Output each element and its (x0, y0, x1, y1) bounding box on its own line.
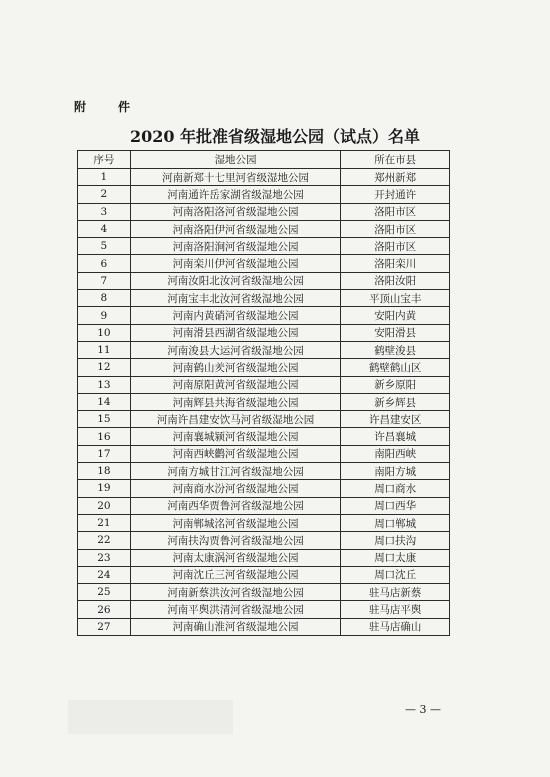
scan-smudge (68, 700, 233, 734)
cell-location: 开封通许 (341, 186, 450, 203)
cell-index: 20 (78, 497, 131, 514)
table-row (78, 497, 450, 514)
table-row (78, 255, 450, 272)
table-row (78, 584, 450, 601)
cell-park-name: 河南西华贾鲁河省级湿地公园 (130, 497, 341, 514)
cell-index: 27 (78, 618, 131, 635)
table-row (78, 272, 450, 289)
cell-location: 洛阳市区 (341, 203, 450, 220)
cell-park-name: 河南滑县西湖省级湿地公园 (130, 324, 341, 341)
table-row (78, 463, 450, 480)
table-row (78, 549, 450, 566)
cell-location: 南阳西峡 (341, 445, 450, 462)
table-row (78, 428, 450, 445)
cell-location: 周口西华 (341, 497, 450, 514)
cell-park-name: 河南许昌建安饮马河省级湿地公园 (130, 411, 341, 428)
cell-park-name: 河南汝阳北汝河省级湿地公园 (130, 272, 341, 289)
cell-location: 驻马店平舆 (341, 601, 450, 618)
cell-location: 安阳滑县 (341, 324, 450, 341)
cell-index: 1 (78, 169, 131, 186)
cell-index: 25 (78, 584, 131, 601)
cell-location: 平顶山宝丰 (341, 290, 450, 307)
cell-index: 26 (78, 601, 131, 618)
cell-location: 许昌襄城 (341, 428, 450, 445)
cell-location: 周口郸城 (341, 514, 450, 531)
cell-park-name: 河南洛阳伊河省级湿地公园 (130, 220, 341, 237)
cell-park-name: 河南栾川伊河省级湿地公园 (130, 255, 341, 272)
cell-park-name: 河南通许岳家湖省级湿地公园 (130, 186, 341, 203)
cell-park-name: 河南辉县共海省级湿地公园 (130, 393, 341, 410)
header-index: 序号 (78, 151, 131, 169)
cell-park-name: 河南沈丘三河省级湿地公园 (130, 566, 341, 583)
table-row (78, 307, 450, 324)
cell-park-name: 河南浚县大运河省级湿地公园 (130, 341, 341, 358)
table-row (78, 532, 450, 549)
cell-index: 12 (78, 359, 131, 376)
table-row (78, 393, 450, 410)
table-row (78, 445, 450, 462)
table-row (78, 203, 450, 220)
cell-park-name: 河南洛阳涧河省级湿地公园 (130, 238, 341, 255)
cell-index: 11 (78, 341, 131, 358)
cell-location: 南阳方城 (341, 463, 450, 480)
cell-location: 周口太康 (341, 549, 450, 566)
cell-park-name: 河南扶沟贾鲁河省级湿地公园 (130, 532, 341, 549)
cell-park-name: 河南平舆洪清河省级湿地公园 (130, 601, 341, 618)
cell-index: 6 (78, 255, 131, 272)
cell-park-name: 河南西峡鹳河省级湿地公园 (130, 445, 341, 462)
cell-index: 7 (78, 272, 131, 289)
table-row (78, 290, 450, 307)
document-title: 2020 年批准省级湿地公园（试点）名单 (129, 127, 421, 146)
cell-index: 16 (78, 428, 131, 445)
cell-index: 14 (78, 393, 131, 410)
attachment-label: 附 件 (74, 100, 141, 114)
cell-park-name: 河南新郑十七里河省级湿地公园 (130, 169, 341, 186)
cell-location: 周口扶沟 (341, 532, 450, 549)
table-row (78, 618, 450, 635)
header-location: 所在市县 (341, 151, 450, 169)
cell-park-name: 河南原阳黄河省级湿地公园 (130, 376, 341, 393)
cell-location: 洛阳栾川 (341, 255, 450, 272)
table-row (78, 411, 450, 428)
table-row (78, 169, 450, 186)
cell-location: 周口商水 (341, 480, 450, 497)
table-header-row (78, 151, 450, 169)
cell-park-name: 河南太康涡河省级湿地公园 (130, 549, 341, 566)
cell-location: 安阳内黄 (341, 307, 450, 324)
cell-index: 4 (78, 220, 131, 237)
cell-location: 洛阳汝阳 (341, 272, 450, 289)
cell-park-name: 河南鹤山羑河省级湿地公园 (130, 359, 341, 376)
cell-park-name: 河南商水汾河省级湿地公园 (130, 480, 341, 497)
cell-index: 9 (78, 307, 131, 324)
cell-index: 5 (78, 238, 131, 255)
cell-index: 23 (78, 549, 131, 566)
wetland-park-table (77, 150, 450, 636)
cell-location: 鹤壁鹤山区 (341, 359, 450, 376)
cell-index: 13 (78, 376, 131, 393)
header-park: 湿地公园 (130, 151, 341, 169)
cell-index: 17 (78, 445, 131, 462)
cell-location: 许昌建安区 (341, 411, 450, 428)
table-row (78, 514, 450, 531)
cell-location: 驻马店新蔡 (341, 584, 450, 601)
cell-location: 新乡原阳 (341, 376, 450, 393)
table-row (78, 480, 450, 497)
cell-index: 3 (78, 203, 131, 220)
table-row (78, 601, 450, 618)
table-row (78, 186, 450, 203)
table-row (78, 376, 450, 393)
table-row (78, 238, 450, 255)
cell-location: 鹤壁浚县 (341, 341, 450, 358)
cell-park-name: 河南确山淮河省级湿地公园 (130, 618, 341, 635)
cell-location: 洛阳市区 (341, 220, 450, 237)
table-row (78, 324, 450, 341)
cell-index: 22 (78, 532, 131, 549)
cell-park-name: 河南襄城颍河省级湿地公园 (130, 428, 341, 445)
cell-park-name: 河南内黄硝河省级湿地公园 (130, 307, 341, 324)
cell-index: 15 (78, 411, 131, 428)
page-number: — 3 — (405, 703, 441, 716)
cell-index: 19 (78, 480, 131, 497)
cell-index: 24 (78, 566, 131, 583)
table-row (78, 220, 450, 237)
cell-index: 10 (78, 324, 131, 341)
table-row (78, 341, 450, 358)
cell-park-name: 河南方城甘江河省级湿地公园 (130, 463, 341, 480)
cell-park-name: 河南洛阳洛河省级湿地公园 (130, 203, 341, 220)
table-row (78, 566, 450, 583)
cell-location: 洛阳市区 (341, 238, 450, 255)
cell-park-name: 河南郸城洺河省级湿地公园 (130, 514, 341, 531)
table-row (78, 359, 450, 376)
cell-location: 驻马店确山 (341, 618, 450, 635)
cell-location: 郑州新郑 (341, 169, 450, 186)
cell-location: 新乡辉县 (341, 393, 450, 410)
cell-park-name: 河南宝丰北汝河省级湿地公园 (130, 290, 341, 307)
cell-park-name: 河南新蔡洪汝河省级湿地公园 (130, 584, 341, 601)
cell-index: 2 (78, 186, 131, 203)
cell-location: 周口沈丘 (341, 566, 450, 583)
cell-index: 18 (78, 463, 131, 480)
cell-index: 8 (78, 290, 131, 307)
cell-index: 21 (78, 514, 131, 531)
